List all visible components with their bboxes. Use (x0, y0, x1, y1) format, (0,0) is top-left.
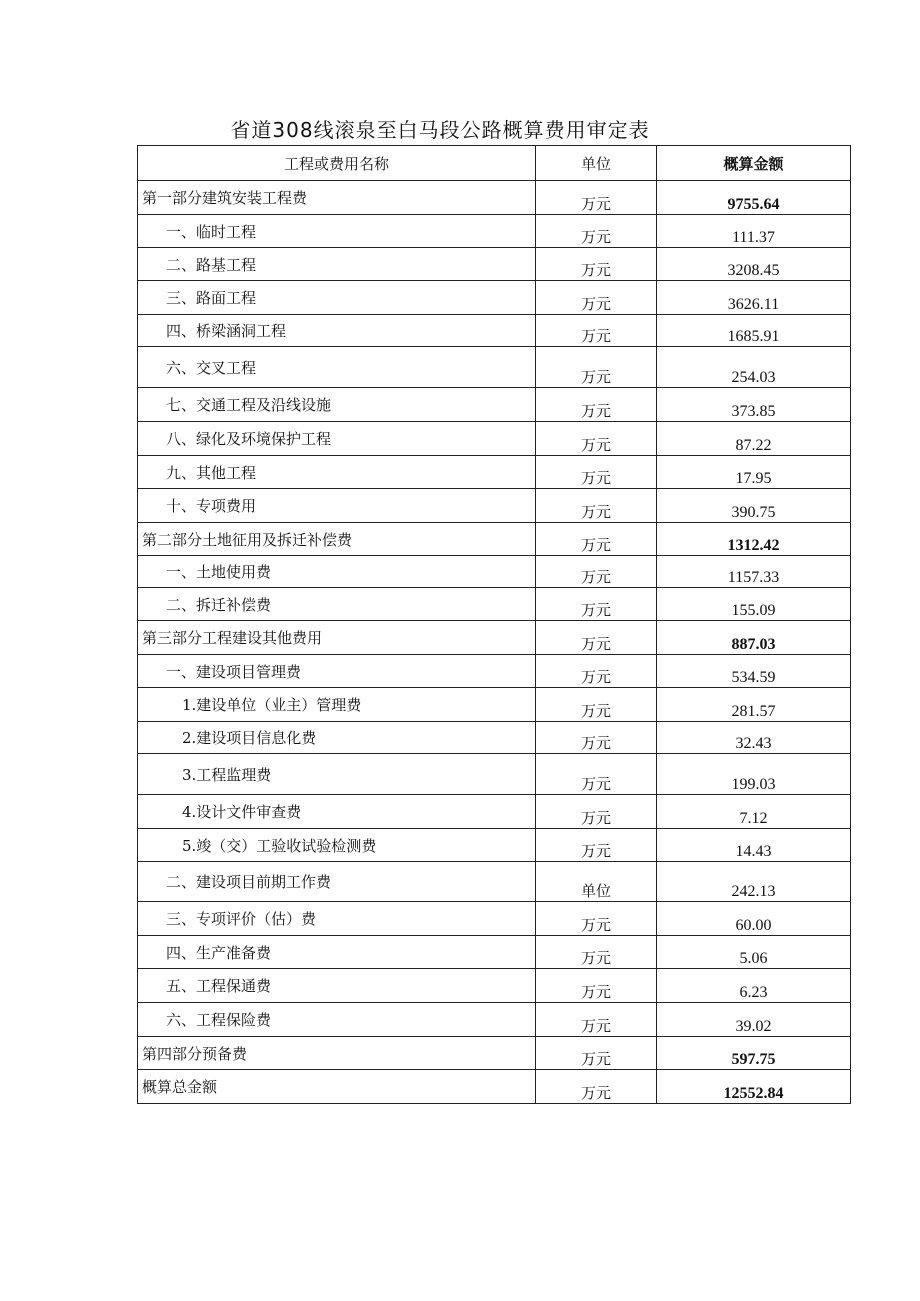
row-unit: 万元 (536, 315, 657, 347)
row-amount: 155.09 (657, 588, 851, 621)
row-amount: 597.75 (657, 1037, 851, 1070)
row-unit: 万元 (536, 655, 657, 688)
row-unit: 万元 (536, 1070, 657, 1104)
row-amount: 3626.11 (657, 281, 851, 315)
row-amount: 1157.33 (657, 556, 851, 588)
header-unit: 单位 (536, 146, 657, 181)
row-unit: 万元 (536, 347, 657, 388)
row-name: 二、建设项目前期工作费 (138, 862, 536, 902)
row-unit: 万元 (536, 1003, 657, 1037)
row-amount: 17.95 (657, 456, 851, 489)
row-name: 第一部分建筑安装工程费 (138, 181, 536, 215)
table-row (138, 347, 851, 388)
row-amount: 373.85 (657, 388, 851, 422)
table-row (138, 388, 851, 422)
row-amount: 390.75 (657, 489, 851, 523)
row-unit: 万元 (536, 936, 657, 969)
row-name: 八、绿化及环境保护工程 (138, 422, 536, 456)
row-unit: 万元 (536, 456, 657, 489)
row-amount: 87.22 (657, 422, 851, 456)
row-name: 3.工程监理费 (138, 754, 536, 795)
row-name: 一、临时工程 (138, 215, 536, 248)
table-row (138, 902, 851, 936)
table-row (138, 181, 851, 215)
table-row (138, 422, 851, 456)
row-name: 1.建设单位（业主）管理费 (138, 688, 536, 722)
table-row (138, 862, 851, 902)
row-unit: 万元 (536, 556, 657, 588)
row-name: 第四部分预备费 (138, 1037, 536, 1070)
row-name: 七、交通工程及沿线设施 (138, 388, 536, 422)
row-unit: 万元 (536, 588, 657, 621)
row-name: 第二部分土地征用及拆迁补偿费 (138, 523, 536, 556)
table-body (138, 181, 851, 1104)
row-name: 二、拆迁补偿费 (138, 588, 536, 621)
row-amount: 199.03 (657, 754, 851, 795)
row-amount: 39.02 (657, 1003, 851, 1037)
row-name: 一、土地使用费 (138, 556, 536, 588)
row-unit: 万元 (536, 722, 657, 754)
row-amount: 9755.64 (657, 181, 851, 215)
row-amount: 887.03 (657, 621, 851, 655)
row-unit: 万元 (536, 969, 657, 1003)
row-unit: 万元 (536, 902, 657, 936)
row-name: 十、专项费用 (138, 489, 536, 523)
row-name: 二、路基工程 (138, 248, 536, 281)
row-unit: 万元 (536, 281, 657, 315)
table-row (138, 688, 851, 722)
row-unit: 单位 (536, 862, 657, 902)
table-row (138, 315, 851, 347)
row-amount: 242.13 (657, 862, 851, 902)
table-row (138, 936, 851, 969)
row-amount: 534.59 (657, 655, 851, 688)
row-name: 六、交叉工程 (138, 347, 536, 388)
row-amount: 5.06 (657, 936, 851, 969)
table-row (138, 523, 851, 556)
row-unit: 万元 (536, 754, 657, 795)
table-row (138, 754, 851, 795)
document-title: 省道308线滚泉至白马段公路概算费用审定表 (230, 118, 650, 142)
row-unit: 万元 (536, 215, 657, 248)
row-amount: 3208.45 (657, 248, 851, 281)
row-name: 三、专项评价（估）费 (138, 902, 536, 936)
table-row (138, 456, 851, 489)
table-row (138, 969, 851, 1003)
row-amount: 6.23 (657, 969, 851, 1003)
table-row (138, 1037, 851, 1070)
row-unit: 万元 (536, 422, 657, 456)
table-row (138, 489, 851, 523)
table-row (138, 215, 851, 248)
row-unit: 万元 (536, 621, 657, 655)
row-amount: 254.03 (657, 347, 851, 388)
header-amount: 概算金额 (657, 146, 851, 181)
table-row (138, 829, 851, 862)
row-name: 一、建设项目管理费 (138, 655, 536, 688)
row-unit: 万元 (536, 795, 657, 829)
row-amount: 32.43 (657, 722, 851, 754)
header-row (138, 146, 851, 181)
row-name: 四、桥梁涵洞工程 (138, 315, 536, 347)
table-row (138, 722, 851, 754)
row-amount: 111.37 (657, 215, 851, 248)
row-amount: 60.00 (657, 902, 851, 936)
table-row (138, 281, 851, 315)
row-name: 五、工程保通费 (138, 969, 536, 1003)
row-name: 三、路面工程 (138, 281, 536, 315)
row-name: 5.竣（交）工验收试验检测费 (138, 829, 536, 862)
table-row (138, 588, 851, 621)
row-unit: 万元 (536, 388, 657, 422)
row-unit: 万元 (536, 523, 657, 556)
table-row (138, 556, 851, 588)
table-row (138, 795, 851, 829)
row-name: 六、工程保险费 (138, 1003, 536, 1037)
budget-table (137, 145, 851, 1104)
table-row (138, 655, 851, 688)
row-name: 4.设计文件审查费 (138, 795, 536, 829)
row-amount: 1685.91 (657, 315, 851, 347)
row-name: 2.建设项目信息化费 (138, 722, 536, 754)
row-unit: 万元 (536, 688, 657, 722)
row-amount: 281.57 (657, 688, 851, 722)
row-name: 第三部分工程建设其他费用 (138, 621, 536, 655)
row-name: 概算总金额 (138, 1070, 536, 1104)
row-unit: 万元 (536, 829, 657, 862)
row-unit: 万元 (536, 181, 657, 215)
table-row (138, 1003, 851, 1037)
table-row (138, 1070, 851, 1104)
row-unit: 万元 (536, 489, 657, 523)
row-amount: 7.12 (657, 795, 851, 829)
table-row (138, 248, 851, 281)
row-unit: 万元 (536, 1037, 657, 1070)
table-row (138, 621, 851, 655)
row-name: 九、其他工程 (138, 456, 536, 489)
row-amount: 12552.84 (657, 1070, 851, 1104)
header-name: 工程或费用名称 (138, 146, 536, 181)
row-unit: 万元 (536, 248, 657, 281)
row-amount: 1312.42 (657, 523, 851, 556)
row-amount: 14.43 (657, 829, 851, 862)
row-name: 四、生产准备费 (138, 936, 536, 969)
